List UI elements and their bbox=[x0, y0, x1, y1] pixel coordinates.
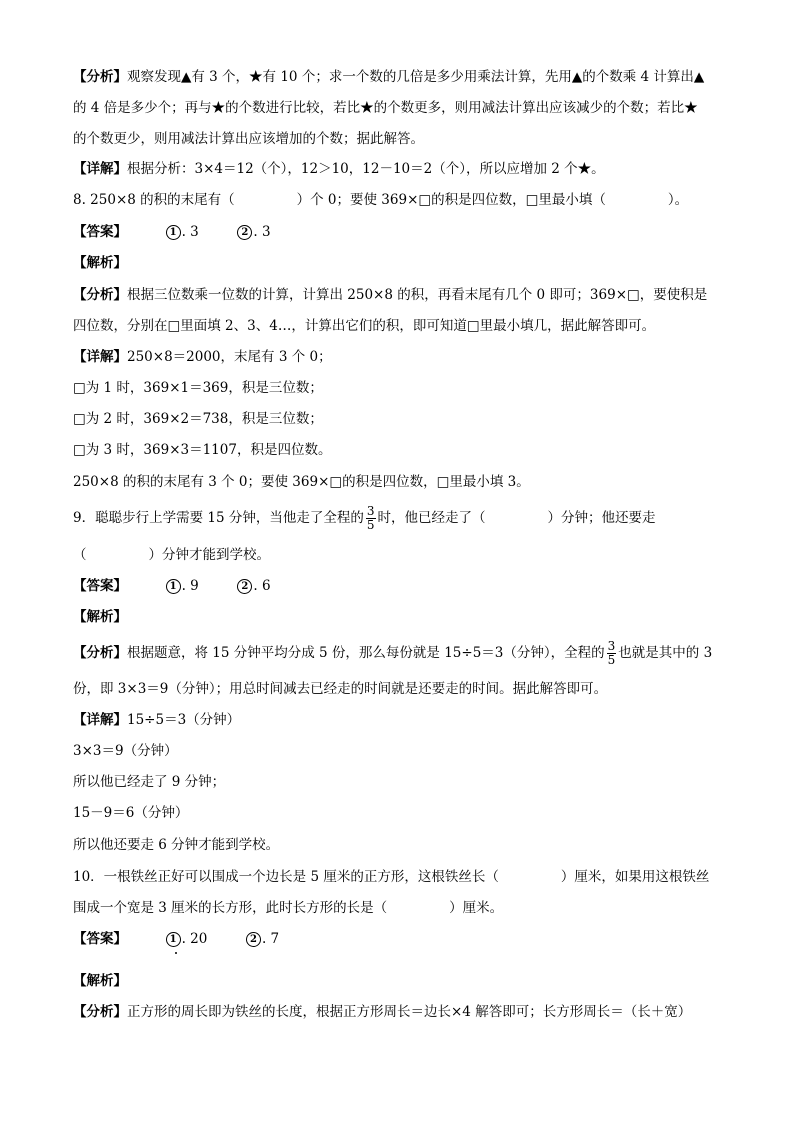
analysis-text: 根据题意，将 15 分钟平均分成 5 份，那么每份就是 15÷5＝3（分钟），全程的 bbox=[127, 645, 605, 661]
step-text: 250×8 的积的末尾有 3 个 0；要使 369×□的积是四位数，□里最小填 3。 bbox=[73, 474, 530, 490]
step-line bbox=[73, 835, 279, 855]
question-text: ）。 bbox=[667, 192, 689, 208]
explanation-tag: 【解析】 bbox=[73, 255, 127, 271]
answer-line bbox=[73, 929, 279, 949]
answer-value: . 6 bbox=[253, 578, 271, 594]
fraction-denominator: 5 bbox=[607, 653, 616, 667]
question-text: 8. 250×8 的积的末尾有（ bbox=[73, 192, 235, 208]
analysis-line bbox=[73, 285, 707, 305]
answer-tag: 【答案】 bbox=[73, 931, 127, 947]
detail-text: 15÷5＝3（分钟） bbox=[127, 712, 241, 728]
question-10 bbox=[73, 867, 709, 887]
detail-text: 根据分析：3×4＝12（个），12＞10，12－10＝2（个），所以应增加 2 个★。 bbox=[127, 161, 605, 177]
analysis-line-2 bbox=[73, 98, 698, 118]
step-line bbox=[73, 440, 331, 460]
answer-value: . 20 bbox=[181, 931, 208, 947]
question-text: ）分钟才能到学校。 bbox=[148, 547, 270, 563]
circled-number-icon: 2 bbox=[237, 225, 252, 240]
circled-number-icon: 2 bbox=[237, 579, 252, 594]
question-text: ）个 0；要使 369×□的积是四位数，□里最小填（ bbox=[296, 192, 606, 208]
step-line bbox=[73, 803, 188, 823]
question-text: 围成一个宽是 3 厘米的长方形，此时长方形的长是（ bbox=[73, 900, 388, 916]
step-text: 15－9＝6（分钟） bbox=[73, 805, 189, 821]
analysis-line-1 bbox=[73, 67, 704, 87]
circled-number-icon: 2 bbox=[246, 932, 261, 947]
question-8 bbox=[73, 190, 688, 210]
analysis-text: 观察发现▲有 3 个，★有 10 个；求一个数的几倍是多少用乘法计算，先用▲的个数乘 4 计算出▲ bbox=[127, 69, 705, 85]
explanation-heading bbox=[73, 253, 127, 273]
step-line bbox=[73, 741, 178, 761]
step-text: 所以他还要走 6 分钟才能到学校。 bbox=[73, 837, 280, 853]
analysis-tag: 【分析】 bbox=[73, 69, 127, 85]
question-text: 9．聪聪步行上学需要 15 分钟，当他走了全程的 bbox=[73, 510, 364, 526]
question-10-cont bbox=[73, 898, 503, 918]
detail-tag: 【详解】 bbox=[73, 349, 127, 365]
analysis-line bbox=[73, 638, 712, 668]
detail-line bbox=[73, 159, 605, 179]
question-9-cont bbox=[73, 545, 270, 565]
analysis-text: 正方形的周长即为铁丝的长度，根据正方形周长＝边长×4 解答即可；长方形周长＝（长＋宽） bbox=[127, 1004, 692, 1020]
answer-value: . 3 bbox=[181, 224, 199, 240]
analysis-tag: 【分析】 bbox=[73, 287, 127, 303]
analysis-text: 根据三位数乘一位数的计算，计算出 250×8 的积，再看末尾有几个 0 即可；369×□，要使积是 bbox=[127, 287, 708, 303]
stray-dot bbox=[175, 952, 177, 954]
detail-tag: 【详解】 bbox=[73, 712, 127, 728]
step-text: □为 3 时，369×3＝1107，积是四位数。 bbox=[73, 442, 332, 458]
question-text: ）分钟；他还要走 bbox=[547, 510, 656, 526]
fraction-denominator: 5 bbox=[366, 518, 375, 532]
question-text: 时，他已经走了（ bbox=[377, 510, 486, 526]
detail-line bbox=[73, 710, 240, 730]
analysis-text: 的个数更少，则用减法计算出应该增加的个数；据此解答。 bbox=[73, 131, 424, 147]
fraction bbox=[607, 640, 617, 667]
step-line bbox=[73, 472, 530, 492]
analysis-line bbox=[73, 316, 655, 336]
question-text: ）厘米，如果用这根铁丝 bbox=[560, 869, 710, 885]
detail-line bbox=[73, 347, 332, 367]
question-9 bbox=[73, 503, 656, 533]
explanation-tag: 【解析】 bbox=[73, 609, 127, 625]
answer-line bbox=[73, 576, 271, 596]
answer-tag: 【答案】 bbox=[73, 224, 127, 240]
fraction bbox=[366, 505, 376, 532]
analysis-line-3 bbox=[73, 129, 424, 149]
detail-text: 250×8＝2000，末尾有 3 个 0； bbox=[127, 349, 332, 365]
analysis-text: 四位数，分别在□里面填 2、3、4…，计算出它们的积，即可知道□里最小填几，据此解答即可。 bbox=[73, 318, 656, 334]
circled-number-icon: 1 bbox=[166, 225, 181, 240]
circled-number-icon: 1 bbox=[166, 932, 181, 947]
step-text: □为 1 时，369×1＝369，积是三位数； bbox=[73, 380, 323, 396]
circled-number-icon: 1 bbox=[166, 579, 181, 594]
fraction-numerator: 3 bbox=[366, 504, 375, 518]
answer-value: . 3 bbox=[253, 224, 271, 240]
step-line bbox=[73, 409, 323, 429]
detail-tag: 【详解】 bbox=[73, 161, 127, 177]
step-line bbox=[73, 772, 225, 792]
step-text: 所以他已经走了 9 分钟； bbox=[73, 774, 226, 790]
analysis-text: 的 4 倍是多少个；再与★的个数进行比较，若比★的个数更多，则用减法计算出应该减少的个数；若比★ bbox=[73, 100, 698, 116]
step-line bbox=[73, 378, 323, 398]
step-text: 3×3＝9（分钟） bbox=[73, 743, 178, 759]
analysis-line bbox=[73, 1002, 691, 1022]
step-text: □为 2 时，369×2＝738，积是三位数； bbox=[73, 411, 323, 427]
explanation-tag: 【解析】 bbox=[73, 973, 127, 989]
explanation-heading bbox=[73, 607, 127, 627]
analysis-text: 份，即 3×3＝9（分钟）；用总时间减去已经走的时间就是还要走的时间。据此解答即可。 bbox=[73, 681, 608, 697]
answer-tag: 【答案】 bbox=[73, 578, 127, 594]
answer-value: . 9 bbox=[181, 578, 199, 594]
question-text: （ bbox=[73, 547, 87, 563]
explanation-heading bbox=[73, 971, 127, 991]
analysis-text: 也就是其中的 3 bbox=[618, 645, 713, 661]
analysis-line bbox=[73, 679, 607, 699]
fraction-numerator: 3 bbox=[607, 639, 616, 653]
analysis-tag: 【分析】 bbox=[73, 1004, 127, 1020]
answer-line bbox=[73, 222, 271, 242]
question-text: 10．一根铁丝正好可以围成一个边长是 5 厘米的正方形，这根铁丝长（ bbox=[73, 869, 499, 885]
question-text: ）厘米。 bbox=[449, 900, 504, 916]
answer-value: . 7 bbox=[261, 931, 280, 947]
analysis-tag: 【分析】 bbox=[73, 645, 127, 661]
